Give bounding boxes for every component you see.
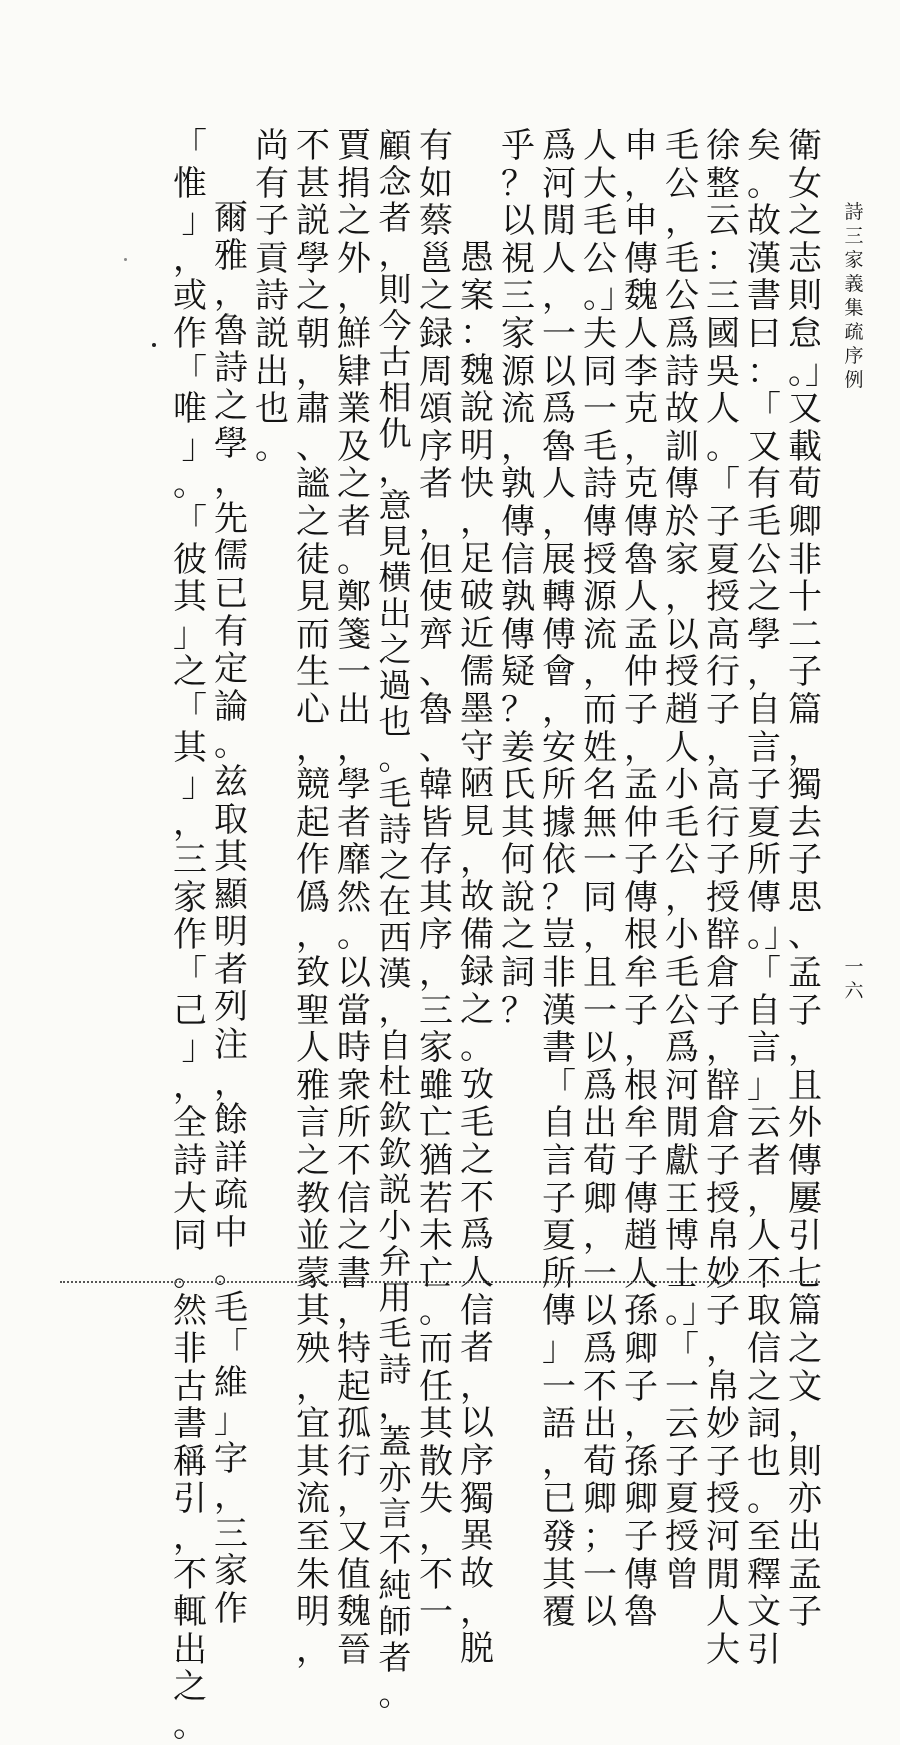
text-column-3: 徐整云：三國吳人。「子夏授高行子，高行子授辥倉子，辥倉子授帛妙子，帛妙子授河閒人大 (706, 126, 740, 1670)
text-column-6: 人大毛公。」夫同一毛詩傳授源流，而姓名無一同，且一以爲出荀卿，一以爲不出荀卿；一以 (583, 126, 617, 1633)
text-column-2: 矣。故漢書曰：「又有毛公之學，自言子夏所傳。」「自言」云者，人不取信之詞也。至釋文引 (747, 126, 781, 1670)
text-column-4: 毛公，毛公爲詩故訓傳於家，以授趙人小毛公，小毛公爲河閒獻王博士。」「一云子夏授曾 (665, 126, 699, 1595)
ink-speck (124, 258, 127, 261)
page-bottom-rule (60, 1281, 820, 1283)
text-column-1: 衛女之志則怠。」又載荀卿非十二子篇，獨去子思、孟子，且外傳屢引七篇之文，則亦出孟子 (788, 126, 822, 1633)
text-column-7: 爲河閒人，一以爲魯人，展轉傅會，安所據依？豈非漢書「自言子夏所傳」一語，已發其覆 (542, 126, 576, 1633)
text-column-5: 申，申傳魏人李克，克傳魯人孟仲子，孟仲子傳根牟子，根牟子傳趙人孫卿子，孫卿子傳魯 (624, 126, 658, 1633)
text-column-9: 愚案：魏說明快，足破近儒墨守陋見，故備録之。攷毛之不爲人信者，以序獨異故，脱 (460, 238, 494, 1669)
text-column-15: 爾雅，魯詩之學，先儒已有定論。兹取其顯明者列注，餘詳疏中。毛「維」字，三家作 (214, 198, 248, 1629)
running-header-title: 詩三家義集疏序例 (844, 201, 864, 391)
text-column-16: 「惟」，或作「唯」。「彼其」之「其」，三家作「己」，全詩大同。然非古書稱引，不輒出之。 (173, 126, 207, 1745)
text-column-14: 尚有子貢詩説出也。 (255, 126, 289, 467)
text-column-10: 有如蔡邕之録周頌序者，但使齊、魯、韓皆存其序，三家雖亡猶若未亡。而任其散失，不一 (419, 126, 453, 1633)
text-column-8: 乎？以視三家源流，孰傳信孰傳疑？姜氏其何說之詞？ (501, 126, 535, 1031)
ink-speck (152, 343, 156, 347)
text-column-12: 賈捐之外，鮮肄業及之者。鄭箋一出，學者靡然。以當時衆所不信之書，特起孤行，又值魏晉 (337, 126, 371, 1670)
text-column-13: 不甚説學之朝，肅、謐之徒見而生心，競起作僞，致聖人雅言之教並蒙其殃，宜其流至朱明， (296, 126, 330, 1670)
page-number: 一六 (844, 956, 864, 1002)
text-column-11: 顧念者，則今古相仇，意見横出之過也。毛詩之在西漢，自杜欽欽説小弁用毛詩，蓋亦言不純師者。 (378, 126, 412, 1713)
